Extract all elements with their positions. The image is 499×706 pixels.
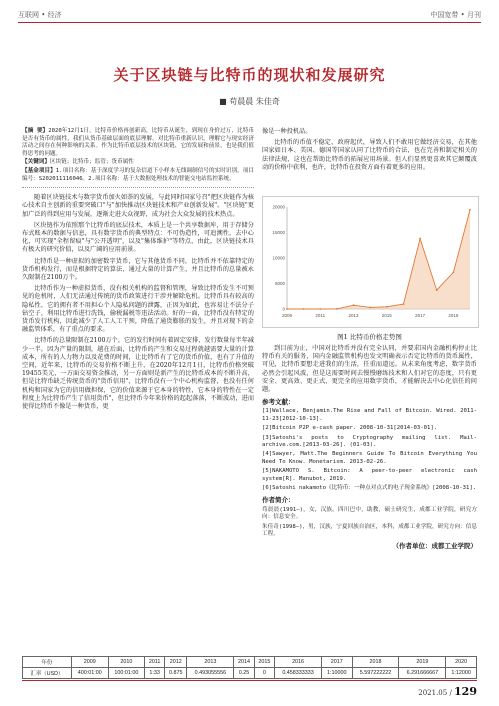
keywords-label: 【关键词】 (22, 159, 50, 166)
reference-item: [3]Satoshi's posts to Cryptography mailing list. Mail-archive.com.[2013-03-26]. (01-03). (262, 434, 477, 449)
page-header (0, 0, 499, 24)
abstract-text: 2020年12月1日，比特币价格再创新高，比特币从诞生，到现在身价过万，比特币是否有货币的属性，我们从货币基础层面的底层理解，对比特币重新认识，理解它与现实经济活动之间存在何种影响的关系。作为比特币底层技术的区块链，它的发展和前景，也是我们值得思考的问题。 (22, 128, 254, 157)
table-cell: 5.597222222 (352, 668, 399, 679)
series-area (287, 210, 470, 309)
reference-item: [6]Satoshi nakamoto《比特币：一种点对点式的电子现金系统》[2008-10-31]. (262, 485, 477, 492)
y-tick-label: 20000 (272, 204, 285, 210)
table-cell: 6.291666667 (399, 668, 446, 679)
data-point (386, 306, 388, 308)
left-column (22, 128, 254, 414)
data-point (353, 304, 355, 306)
body-paragraph: 随着区块链技术与数字货币加火如荼的发展，与此同时国家号召"把区块链作为核心技术自主创新的重要突破口"与"加快推动区块链技术和产业创新发展"。"区块链"更加广泛的得到应用与发展，逐渐走进大众视野，成为社会大众发展的技术热点。 (22, 194, 254, 218)
footer-rule (22, 680, 477, 681)
fund-label: 【基金项目】 (22, 167, 56, 174)
table-cell: 2010 (108, 657, 145, 668)
keywords-text: 区块链；比特币；监管；货币属性 (49, 159, 134, 166)
x-tick-label: 2011 (315, 313, 326, 318)
abstract (22, 128, 254, 158)
paper-authors: ■ 苟晨晨 朱佳奇 (219, 97, 280, 106)
data-point (336, 308, 338, 310)
data-point (469, 209, 471, 211)
fund-text: 1.项目名称：基于深度学习的复杂信道下小样本无线调制信号的实时识别，项目编号：S202011116046。2.项目名称：基于大数据处理技术的智能交电站监控系统。 (22, 167, 254, 182)
table-row (23, 668, 477, 679)
fund (22, 168, 254, 183)
table-cell: 400:01:00 (71, 668, 108, 679)
footer-date: 2021.05 / (418, 689, 452, 697)
data-point (403, 303, 405, 305)
table-cell: 汇率（USD） (23, 668, 72, 679)
body-paragraph: 到目前为止，中国对比特币并没有完全认同，并要求国内金融机构停止比特币有关的服务，国内金融监管机构也发文明确表示否定比特币的货币属性，可见，比特币要想走进我们的生活，任重而道远。从未来角度考虑，数字货币必然会引起风波，但是这需要时间去慢慢磨练技术和人们对它的态度，只有更安全、更高效、更正式、更完全的应用数字货币，才能解决去中心化信任的问题。 (262, 345, 477, 394)
data-point (319, 308, 321, 310)
y-tick-label: 15000 (272, 230, 285, 235)
table-cell: 2014 (234, 657, 254, 668)
right-column-top (262, 128, 477, 175)
references-title: 参考文献： (262, 398, 295, 407)
reference-item: [4]Sawyer, Matt.The Beginners Guide To Bitcoin Everything You Need To Know. Monetarism. 2013-02-26. (262, 451, 477, 465)
body-paragraph: 比特币是一种虚拟的加密数字货币，它与其他货币不同，比特币并不依靠特定的货币机构发行，而是根据特定的算法，通过大量的计算产生，并且比特币的总量被永久限制在2100万个。 (22, 257, 254, 281)
header-rule (18, 22, 481, 23)
table-cell: 0.458333333 (275, 668, 322, 679)
table-header-row (23, 657, 477, 668)
reference-item: [5]NAKAMOTO S. Bitcoin: A peer-to-peer electronic cash system[R]. Manubot, 2019. (262, 468, 477, 482)
table-cell: 2012 (165, 657, 187, 668)
table-cell: 2020 (446, 657, 477, 668)
data-point (419, 238, 421, 240)
data-point (452, 271, 454, 273)
table-cell: 2013 (187, 657, 234, 668)
page-footer (418, 685, 477, 698)
author-intro: 苟晨晨(1991—)，女，汉族，四川巴中，助教，硕士研究生，成都工业学院，研究方向：信息安全。 (262, 506, 477, 521)
table-cell: 2018 (352, 657, 399, 668)
table-cell: 年份 (23, 657, 72, 668)
body-paragraph: 像是一种投机品。 (262, 128, 312, 135)
table-cell: 1:12000 (446, 668, 477, 679)
abstract-label: 【摘 要】 (22, 128, 49, 134)
x-tick-label: 2009 (281, 313, 293, 318)
keywords (22, 159, 254, 167)
table-cell: 0.493055556 (187, 668, 234, 679)
author-intro-title: 作者简介： (262, 496, 295, 505)
table-cell: 100:01:00 (108, 668, 145, 679)
price-chart (262, 196, 479, 328)
table-cell: 2015 (254, 657, 274, 668)
price-chart-svg (263, 197, 478, 327)
table-cell: 2011 (145, 657, 165, 668)
x-tick-label: 2019 (448, 313, 459, 318)
reference-item: [2]Bitcoin P2P e-cash paper. 2008-10-31[2014-03-01]. (262, 425, 438, 432)
header-right: 中国宽带 • 月刊 (430, 11, 481, 19)
body-paragraph: 比特币的币值不稳定，政府起伏，导致人们不敢用它做经济交易，在其他国家如日本、美国、德国等国家认同了比特币的合法，也在完善和制定相关的法律法规，这也在帮助比特币的拓展应用场景。但人们显然更喜欢其它颠覆波动的价格中获利，也许，比特币在投资方面有着更多的应用。 (262, 139, 477, 171)
abstract-block (22, 128, 254, 188)
data-point (303, 308, 305, 310)
y-tick-label: 0 (282, 306, 285, 312)
body-paragraph: 区块链作为依照那个比特币的底层技术，本质上是一个共享数据库，用于存储分布式账本的数据与信息，具有数字货币的典型特点：不可伪造性，可追溯性，去中心化，可实现"全程留痕"与"公开透明"，以及"集体维护"等特点，由此，区块链技术具有极大的研究价值，以及广阔的应用前景。 (22, 221, 254, 254)
body-paragraph: 比特币作为一种虚拟货币，没有相关机构的监督和管理，导致比特币发生不可预见的危机时，人们无法通过传统的货币政策进行干涉并解除危机。比特币具有较高的隐私性，它的拥有者不用担心个人隐私问题的泄露，正因为如此，也容易让不法分子钻空子，利用比特币进行洗钱，偷税漏税等违法活动。好的一面，比特币没有特定的货币发行机构，因此减少了人工人工干预，降低了通货膨胀的发生，并且对现下的金融监管体系，有了重点的要求。 (22, 285, 254, 334)
table-cell: 2017 (322, 657, 353, 668)
table-cell: 2016 (275, 657, 322, 668)
x-tick-label: 2013 (348, 313, 359, 318)
table-cell: 2009 (71, 657, 108, 668)
reference-item: [1]Wallace, Benjamin.The Rise and Fall of Bitcoin. Wired. 2011-11-23[2012-10-13]. (262, 408, 477, 422)
x-tick-label: 2015 (381, 313, 392, 318)
table-cell: 1:33 (145, 668, 165, 679)
author-intro: 朱佳奇(1998—)，男，汉族，宁夏回族自治区，本科，成都工业学院，研究方向：信息工程。 (262, 523, 477, 537)
paper-title: 关于区块链与比特币的现状和发展研究 (113, 66, 386, 84)
body-paragraph: 比特币的总量限制在2100万个，它的发行时间有着固定安排，发行数量每半年减少一半，因为产量的限制，越在后面，比特币的产生和交易过程就越需要大量的计算成本，所有的人力物力以及花费的时间，让比特币有了它的货币价值，也有了升值的空间，近年来，比特币的交易价格不断上升，在2020年12月1日，比特币价格突破19455美元，一方面交易资金推动，另一方面则是新产生的比特币成本的不断升高，但是比特币缺乏传统货币的"货币信用"，比特币没有一个中心机构监督，也没有任何机构和国家为它的信用做担保，它的价值来源于它本身的特性，它本身的特性在一定程度上为比特币产生了信用货币"，但比特币今年来价格的起起落落，不断波动，进而使得比特币不像是一种货币，更 (22, 337, 254, 411)
table-cell: 1:10000 (322, 668, 353, 679)
exchange-rate-table (22, 656, 477, 679)
page-number: 129 (454, 685, 477, 698)
table-cell: 0.875 (165, 668, 187, 679)
table-cell: 0 (254, 668, 274, 679)
x-tick-label: 2017 (415, 313, 426, 318)
figure-caption: 图1 比特币价格走势图 (337, 333, 402, 341)
right-column-bottom (262, 345, 477, 551)
y-tick-label: 10000 (272, 255, 285, 261)
data-point (436, 289, 438, 291)
data-point (369, 306, 371, 308)
table-cell: 0.25 (234, 668, 254, 679)
header-left: 互联网 • 经济 (18, 11, 62, 19)
author-unit: （作者单位：成都工业学院） (392, 542, 477, 551)
data-point (286, 308, 288, 310)
y-tick-label: 5000 (274, 281, 285, 286)
table-cell: 2019 (399, 657, 446, 668)
